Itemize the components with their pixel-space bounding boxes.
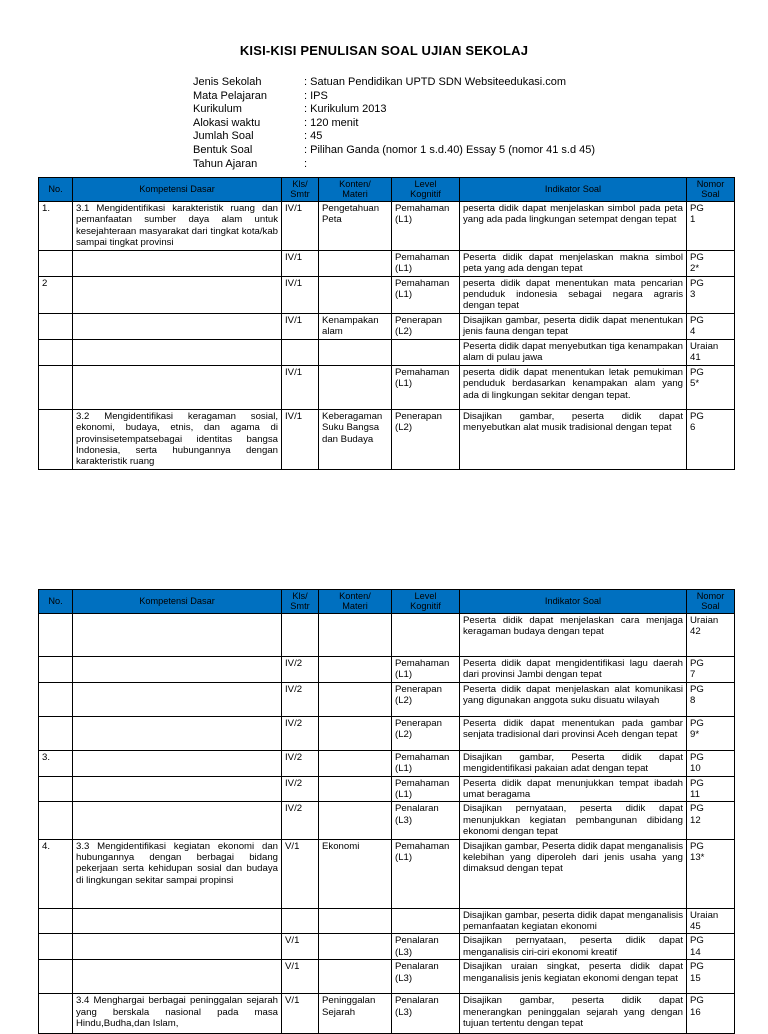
cell-level-kognitif: Pemahaman (L1) xyxy=(392,276,460,313)
cell-level-kognitif: Penerapan (L2) xyxy=(392,716,460,750)
cell-kompetensi-dasar xyxy=(73,313,282,339)
info-row xyxy=(193,76,595,90)
cell-konten-materi: Ekonomi xyxy=(319,839,392,908)
info-label: Jumlah Soal xyxy=(193,130,254,143)
table-row xyxy=(39,934,735,960)
cell-nomor-soal: PG 2* xyxy=(687,250,735,276)
cell-indikator-soal: Peserta didik dapat menjelaskan alat komunikasi yang digunakan anggota suku disuatu wilayah xyxy=(460,682,687,716)
kisi-table-1 xyxy=(38,177,735,470)
document-title: KISI-KISI PENULISAN SOAL UJIAN SEKOLAJ xyxy=(239,43,529,58)
cell-kompetensi-dasar xyxy=(73,750,282,776)
table-row xyxy=(39,908,735,934)
table-row xyxy=(39,614,735,657)
table-row xyxy=(39,802,735,839)
info-value: : IPS xyxy=(304,89,328,102)
cell-no: 3. xyxy=(39,750,73,776)
cell-level-kognitif: Penerapan (L2) xyxy=(392,409,460,469)
cell-nomor-soal: PG 15 xyxy=(687,960,735,994)
table-row xyxy=(39,960,735,994)
cell-nomor-soal: PG 7 xyxy=(687,657,735,683)
cell-indikator-soal: Peserta didik dapat mengidentifikasi lagu daerah dari provinsi Jambi dengan tepat xyxy=(460,657,687,683)
cell-kompetensi-dasar xyxy=(73,802,282,839)
cell-no: 2 xyxy=(39,276,73,313)
cell-indikator-soal: Disajikan gambar, peserta didik dapat menyebutkan alat musik tradisional dengan tepat xyxy=(460,409,687,469)
header-konten-materi: Konten/ Materi xyxy=(319,178,392,202)
cell-konten-materi: Keberagaman Suku Bangsa dan Budaya xyxy=(319,409,392,469)
cell-no: 1. xyxy=(39,202,73,251)
cell-kompetensi-dasar xyxy=(73,614,282,657)
cell-konten-materi: Peninggalan Sejarah xyxy=(319,994,392,1034)
cell-kls-smtr xyxy=(282,339,319,365)
info-row xyxy=(193,130,595,144)
cell-kls-smtr: V/1 xyxy=(282,934,319,960)
cell-kompetensi-dasar xyxy=(73,960,282,994)
info-row xyxy=(193,90,595,104)
cell-kls-smtr: IV/2 xyxy=(282,750,319,776)
table-row xyxy=(39,339,735,365)
cell-nomor-soal: PG 14 xyxy=(687,934,735,960)
table-row xyxy=(39,716,735,750)
cell-konten-materi xyxy=(319,682,392,716)
cell-nomor-soal: PG 6 xyxy=(687,409,735,469)
cell-level-kognitif: Pemahaman (L1) xyxy=(392,250,460,276)
kisi-table-2 xyxy=(38,589,735,1034)
cell-level-kognitif: Pemahaman (L1) xyxy=(392,365,460,409)
cell-konten-materi xyxy=(319,908,392,934)
cell-nomor-soal: PG 5* xyxy=(687,365,735,409)
cell-level-kognitif: Penalaran (L3) xyxy=(392,802,460,839)
cell-level-kognitif: Penalaran (L3) xyxy=(392,960,460,994)
cell-level-kognitif: Pemahaman (L1) xyxy=(392,202,460,251)
cell-kls-smtr: V/1 xyxy=(282,839,319,908)
info-label: Bentuk Soal xyxy=(193,143,253,156)
cell-kompetensi-dasar xyxy=(73,657,282,683)
cell-level-kognitif: Pemahaman (L1) xyxy=(392,657,460,683)
cell-no xyxy=(39,960,73,994)
cell-indikator-soal: Peserta didik dapat menyebutkan tiga kenampakan alam di pulau jawa xyxy=(460,339,687,365)
cell-konten-materi: Pengetahuan Peta xyxy=(319,202,392,251)
header-level-kognitif: Level Kognitif xyxy=(392,590,460,614)
cell-nomor-soal: PG 13* xyxy=(687,839,735,908)
cell-indikator-soal: Disajikan gambar, peserta didik dapat menentukan jenis fauna dengan tepat xyxy=(460,313,687,339)
cell-level-kognitif xyxy=(392,339,460,365)
table-row xyxy=(39,202,735,251)
header-indikator-soal: Indikator Soal xyxy=(460,178,687,202)
cell-konten-materi xyxy=(319,657,392,683)
info-row xyxy=(193,158,595,172)
cell-indikator-soal: Peserta didik dapat menjelaskan makna simbol peta yang ada dengan tepat xyxy=(460,250,687,276)
table-row xyxy=(39,409,735,469)
cell-konten-materi xyxy=(319,250,392,276)
cell-indikator-soal: Disajikan pernyataan, peserta didik dapat menganalisis ciri-ciri ekonomi kreatif xyxy=(460,934,687,960)
info-value: : Satuan Pendidikan UPTD SDN Websiteedukasi.com xyxy=(304,76,567,88)
cell-indikator-soal: Disajikan pernyataan, peserta didik dapat menunjukkan kegiatan pembangunan dibidang ekonomi dengan tepat xyxy=(460,802,687,839)
cell-indikator-soal: Disajikan uraian singkat, peserta didik dapat menganalisis jenis kegiatan ekonomi dengan tepat xyxy=(460,960,687,994)
cell-kompetensi-dasar: 3.4 Menghargai berbagai peninggalan sejarah yang berskala nasional pada masa Hindu,Budha,dan Islam, xyxy=(73,994,282,1034)
cell-kls-smtr xyxy=(282,614,319,657)
cell-konten-materi xyxy=(319,716,392,750)
cell-nomor-soal: PG 3 xyxy=(687,276,735,313)
cell-no xyxy=(39,776,73,802)
header-kls-smtr: Kls/ Smtr xyxy=(282,590,319,614)
cell-nomor-soal: PG 8 xyxy=(687,682,735,716)
cell-kompetensi-dasar xyxy=(73,682,282,716)
header-konten-materi: Konten/ Materi xyxy=(319,590,392,614)
header-nomor-soal: Nomor Soal xyxy=(687,178,735,202)
cell-konten-materi xyxy=(319,276,392,313)
header-no: No. xyxy=(39,590,73,614)
info-row xyxy=(193,103,595,117)
cell-nomor-soal: Uraian 41 xyxy=(687,339,735,365)
cell-kompetensi-dasar xyxy=(73,776,282,802)
cell-konten-materi: Kenampakan alam xyxy=(319,313,392,339)
cell-kompetensi-dasar xyxy=(73,250,282,276)
cell-nomor-soal: PG 1 xyxy=(687,202,735,251)
cell-indikator-soal: peserta didik dapat menjelaskan simbol pada peta yang ada pada lingkungan setempat dengan tepat xyxy=(460,202,687,251)
cell-nomor-soal: PG 11 xyxy=(687,776,735,802)
cell-no xyxy=(39,365,73,409)
cell-no: 4. xyxy=(39,839,73,908)
cell-no xyxy=(39,313,73,339)
cell-nomor-soal: PG 12 xyxy=(687,802,735,839)
info-value: : 120 menit xyxy=(304,116,359,129)
cell-konten-materi xyxy=(319,339,392,365)
cell-no xyxy=(39,657,73,683)
header-kompetensi-dasar: Kompetensi Dasar xyxy=(73,590,282,614)
cell-kls-smtr: IV/1 xyxy=(282,276,319,313)
table-row xyxy=(39,313,735,339)
cell-kompetensi-dasar xyxy=(73,934,282,960)
cell-kls-smtr: IV/2 xyxy=(282,657,319,683)
cell-no xyxy=(39,934,73,960)
cell-level-kognitif xyxy=(392,908,460,934)
cell-kompetensi-dasar xyxy=(73,276,282,313)
cell-level-kognitif: Pemahaman (L1) xyxy=(392,776,460,802)
cell-kompetensi-dasar xyxy=(73,365,282,409)
document-info xyxy=(193,76,595,171)
cell-level-kognitif: Penerapan (L2) xyxy=(392,682,460,716)
cell-kls-smtr: V/1 xyxy=(282,994,319,1034)
cell-kls-smtr: IV/1 xyxy=(282,409,319,469)
cell-kls-smtr: IV/2 xyxy=(282,716,319,750)
header-kls-smtr: Kls/ Smtr xyxy=(282,178,319,202)
cell-no xyxy=(39,614,73,657)
cell-kompetensi-dasar xyxy=(73,908,282,934)
cell-no xyxy=(39,339,73,365)
cell-konten-materi xyxy=(319,365,392,409)
cell-level-kognitif: Penalaran (L3) xyxy=(392,994,460,1034)
cell-nomor-soal: PG 10 xyxy=(687,750,735,776)
cell-no xyxy=(39,716,73,750)
info-label: Kurikulum xyxy=(193,103,242,116)
cell-level-kognitif xyxy=(392,614,460,657)
cell-kls-smtr: IV/2 xyxy=(282,776,319,802)
table-row xyxy=(39,365,735,409)
cell-nomor-soal: PG 9* xyxy=(687,716,735,750)
cell-nomor-soal: PG 4 xyxy=(687,313,735,339)
cell-kls-smtr: IV/2 xyxy=(282,682,319,716)
cell-no xyxy=(39,250,73,276)
table-row xyxy=(39,776,735,802)
cell-no xyxy=(39,409,73,469)
header-indikator-soal: Indikator Soal xyxy=(460,590,687,614)
cell-nomor-soal: Uraian 42 xyxy=(687,614,735,657)
cell-indikator-soal: Peserta didik dapat menjelaskan cara menjaga keragaman budaya dengan tepat xyxy=(460,614,687,657)
cell-konten-materi xyxy=(319,960,392,994)
cell-nomor-soal: Uraian 45 xyxy=(687,908,735,934)
table-row xyxy=(39,682,735,716)
cell-level-kognitif: Pemahaman (L1) xyxy=(392,839,460,908)
info-label: Jenis Sekolah xyxy=(193,76,262,88)
cell-konten-materi xyxy=(319,776,392,802)
header-kompetensi-dasar: Kompetensi Dasar xyxy=(73,178,282,202)
cell-konten-materi xyxy=(319,802,392,839)
cell-no xyxy=(39,682,73,716)
info-value: : Kurikulum 2013 xyxy=(304,103,387,116)
cell-konten-materi xyxy=(319,614,392,657)
table-row xyxy=(39,250,735,276)
table-row xyxy=(39,750,735,776)
cell-indikator-soal: Disajikan gambar, Peserta didik dapat menganalisis kelebihan yang diperoleh dari jenis usaha yang dimaksud dengan tepat xyxy=(460,839,687,908)
cell-kls-smtr: IV/1 xyxy=(282,313,319,339)
cell-kompetensi-dasar xyxy=(73,339,282,365)
info-row xyxy=(193,144,595,158)
cell-no xyxy=(39,994,73,1034)
cell-no xyxy=(39,802,73,839)
header-no: No. xyxy=(39,178,73,202)
info-label: Tahun Ajaran xyxy=(193,157,258,170)
cell-level-kognitif: Penalaran (L3) xyxy=(392,934,460,960)
cell-kls-smtr: V/1 xyxy=(282,960,319,994)
info-value: : Pilihan Ganda (nomor 1 s.d.40) Essay 5 (nomor 41 s.d 45) xyxy=(304,143,596,156)
info-value: : xyxy=(304,157,308,170)
cell-kls-smtr: IV/1 xyxy=(282,365,319,409)
info-row xyxy=(193,117,595,131)
cell-kompetensi-dasar: 3.1 Mengidentifikasi karakteristik ruang dan pemanfaatan sumber daya alam untuk kesejahteraan masyarakat dari tingkat kota/kab sampai tingkat provinsi xyxy=(73,202,282,251)
header-level-kognitif: Level Kognitif xyxy=(392,178,460,202)
cell-level-kognitif: Penerapan (L2) xyxy=(392,313,460,339)
cell-kompetensi-dasar xyxy=(73,716,282,750)
cell-indikator-soal: peserta didik dapat menentukan letak pemukiman penduduk berdasarkan kenampakan alam yang ada di lingkungan sekitar dengan tepat. xyxy=(460,365,687,409)
info-value: : 45 xyxy=(304,130,323,143)
cell-level-kognitif: Pemahaman (L1) xyxy=(392,750,460,776)
cell-kls-smtr: IV/1 xyxy=(282,250,319,276)
cell-kls-smtr: IV/2 xyxy=(282,802,319,839)
header-nomor-soal: Nomor Soal xyxy=(687,590,735,614)
cell-kls-smtr: IV/1 xyxy=(282,202,319,251)
cell-indikator-soal: Disajikan gambar, Peserta didik dapat mengidentifikasi pakaian adat dengan tepat xyxy=(460,750,687,776)
cell-konten-materi xyxy=(319,934,392,960)
cell-indikator-soal: Peserta didik dapat menentukan pada gambar senjata tradisional dari provinsi Aceh dengan tepat xyxy=(460,716,687,750)
info-label: Mata Pelajaran xyxy=(193,89,267,102)
cell-no xyxy=(39,908,73,934)
info-label: Alokasi waktu xyxy=(193,116,261,129)
cell-indikator-soal: Peserta didik dapat menunjukkan tempat ibadah umat beragama xyxy=(460,776,687,802)
cell-indikator-soal: Disajikan gambar, peserta didik dapat menerangkan peninggalan sejarah yang dengan tujuan tertentu dengan tepat xyxy=(460,994,687,1034)
table-row xyxy=(39,276,735,313)
cell-indikator-soal: peserta didik dapat menentukan mata pencarian penduduk indonesia sebagai negara agraris dengan tepat xyxy=(460,276,687,313)
table-row xyxy=(39,839,735,908)
table-row xyxy=(39,994,735,1034)
cell-kompetensi-dasar: 3.3 Mengidentifikasi kegiatan ekonomi dan hubungannya dengan berbagai bidang pekerjaan serta kehidupan sosial dan budaya di lingkungan sekitar sampai propinsi xyxy=(73,839,282,908)
table-row xyxy=(39,657,735,683)
cell-konten-materi xyxy=(319,750,392,776)
cell-nomor-soal: PG 16 xyxy=(687,994,735,1034)
cell-kls-smtr xyxy=(282,908,319,934)
cell-indikator-soal: Disajikan gambar, peserta didik dapat menganalisis pemanfaatan kegiatan ekonomi xyxy=(460,908,687,934)
cell-kompetensi-dasar: 3.2 Mengidentifikasi keragaman sosial, ekonomi, budaya, etnis, dan agama di provinsisetempatsebagai identitas bangsa Indonesia, serta hubungannya dengan karakteristik ruang xyxy=(73,409,282,469)
